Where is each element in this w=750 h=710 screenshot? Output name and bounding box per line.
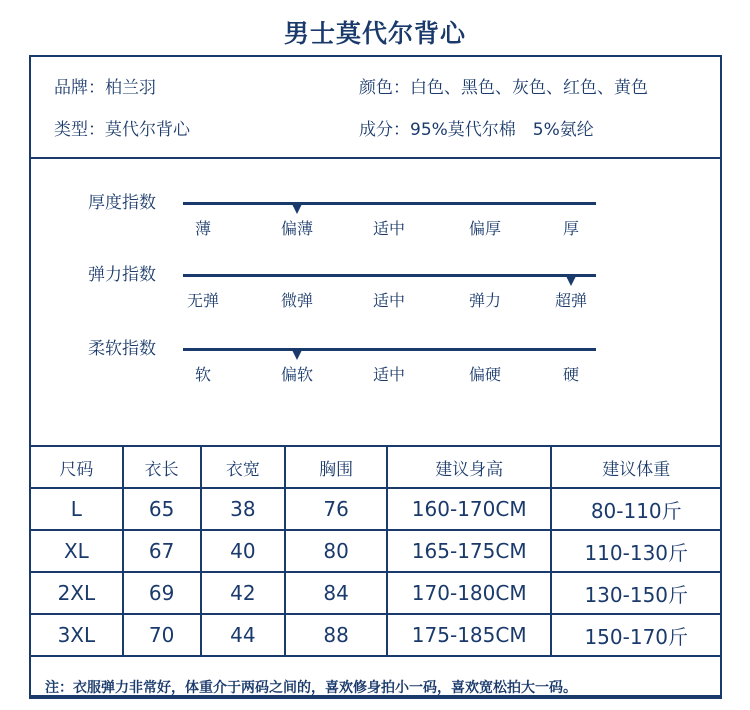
scale-marker-icon	[292, 204, 302, 214]
table-cell: 110-130斤	[551, 530, 721, 572]
scale-tick-label: 微弹	[280, 291, 314, 310]
scale-tick-label: 适中	[372, 219, 406, 238]
scale-marker-icon	[566, 276, 576, 286]
column-header: 建议体重	[551, 446, 721, 488]
scale-tick-label: 软	[194, 365, 212, 384]
scale-line	[183, 202, 596, 205]
table-cell: 165-175CM	[387, 530, 552, 572]
scale-tick-label: 适中	[372, 291, 406, 310]
table-cell: L	[30, 488, 123, 530]
scale-tick-label: 偏厚	[468, 219, 502, 238]
scale-tick-label: 厚	[562, 219, 580, 238]
scale-tick-label: 薄	[194, 219, 212, 238]
table-cell: 160-170CM	[387, 488, 552, 530]
table-cell: 44	[201, 614, 286, 656]
scale-tick-label: 适中	[372, 365, 406, 384]
table-cell: 170-180CM	[387, 572, 552, 614]
size-table	[29, 445, 722, 697]
type-info: 类型：莫代尔背心	[54, 120, 190, 140]
column-header: 胸围	[285, 446, 387, 488]
scale-tick-label: 无弹	[186, 291, 220, 310]
table-header-row	[30, 446, 721, 488]
table-row	[30, 488, 721, 530]
table-cell: 80-110斤	[551, 488, 721, 530]
table-cell: 175-185CM	[387, 614, 552, 656]
column-header: 衣长	[123, 446, 201, 488]
scale-tick-label: 偏硬	[468, 365, 502, 384]
table-cell: 3XL	[30, 614, 123, 656]
table-cell: 150-170斤	[551, 614, 721, 656]
spec-card	[29, 55, 722, 699]
scale-tick-label: 弹力	[468, 291, 502, 310]
table-cell: 88	[285, 614, 387, 656]
table-cell: 42	[201, 572, 286, 614]
table-row	[30, 614, 721, 656]
scale-tick-label: 硬	[562, 365, 580, 384]
table-cell: 80	[285, 530, 387, 572]
scale-label: 厚度指数	[88, 193, 156, 213]
table-cell: 2XL	[30, 572, 123, 614]
column-header: 建议身高	[387, 446, 552, 488]
table-cell: 130-150斤	[551, 572, 721, 614]
scale-label: 弹力指数	[88, 265, 156, 285]
table-row	[30, 572, 721, 614]
brand-info: 品牌：柏兰羽	[54, 78, 156, 98]
table-cell: XL	[30, 530, 123, 572]
divider	[31, 157, 720, 159]
table-cell: 84	[285, 572, 387, 614]
page-title: 男士莫代尔背心	[283, 19, 466, 48]
scale-tick-label: 超弹	[554, 291, 588, 310]
table-cell: 40	[201, 530, 286, 572]
column-header: 尺码	[30, 446, 123, 488]
scale-tick-label: 偏软	[280, 365, 314, 384]
scale-marker-icon	[292, 350, 302, 360]
table-row	[30, 530, 721, 572]
table-cell: 65	[123, 488, 201, 530]
scale-label: 柔软指数	[88, 339, 156, 359]
material-info: 成分：95%莫代尔棉 5%氨纶	[359, 120, 594, 140]
color-info: 颜色：白色、黑色、灰色、红色、黄色	[359, 78, 648, 98]
table-cell: 70	[123, 614, 201, 656]
column-header: 衣宽	[201, 446, 286, 488]
table-cell: 67	[123, 530, 201, 572]
scale-tick-label: 偏薄	[280, 219, 314, 238]
table-cell: 76	[285, 488, 387, 530]
scale-line	[183, 348, 596, 351]
table-cell: 69	[123, 572, 201, 614]
table-cell: 38	[201, 488, 286, 530]
scale-line	[183, 274, 596, 277]
size-note: 注：衣服弹力非常好，体重介于两码之间的，喜欢修身拍小一码，喜欢宽松拍大一码。	[45, 680, 577, 696]
